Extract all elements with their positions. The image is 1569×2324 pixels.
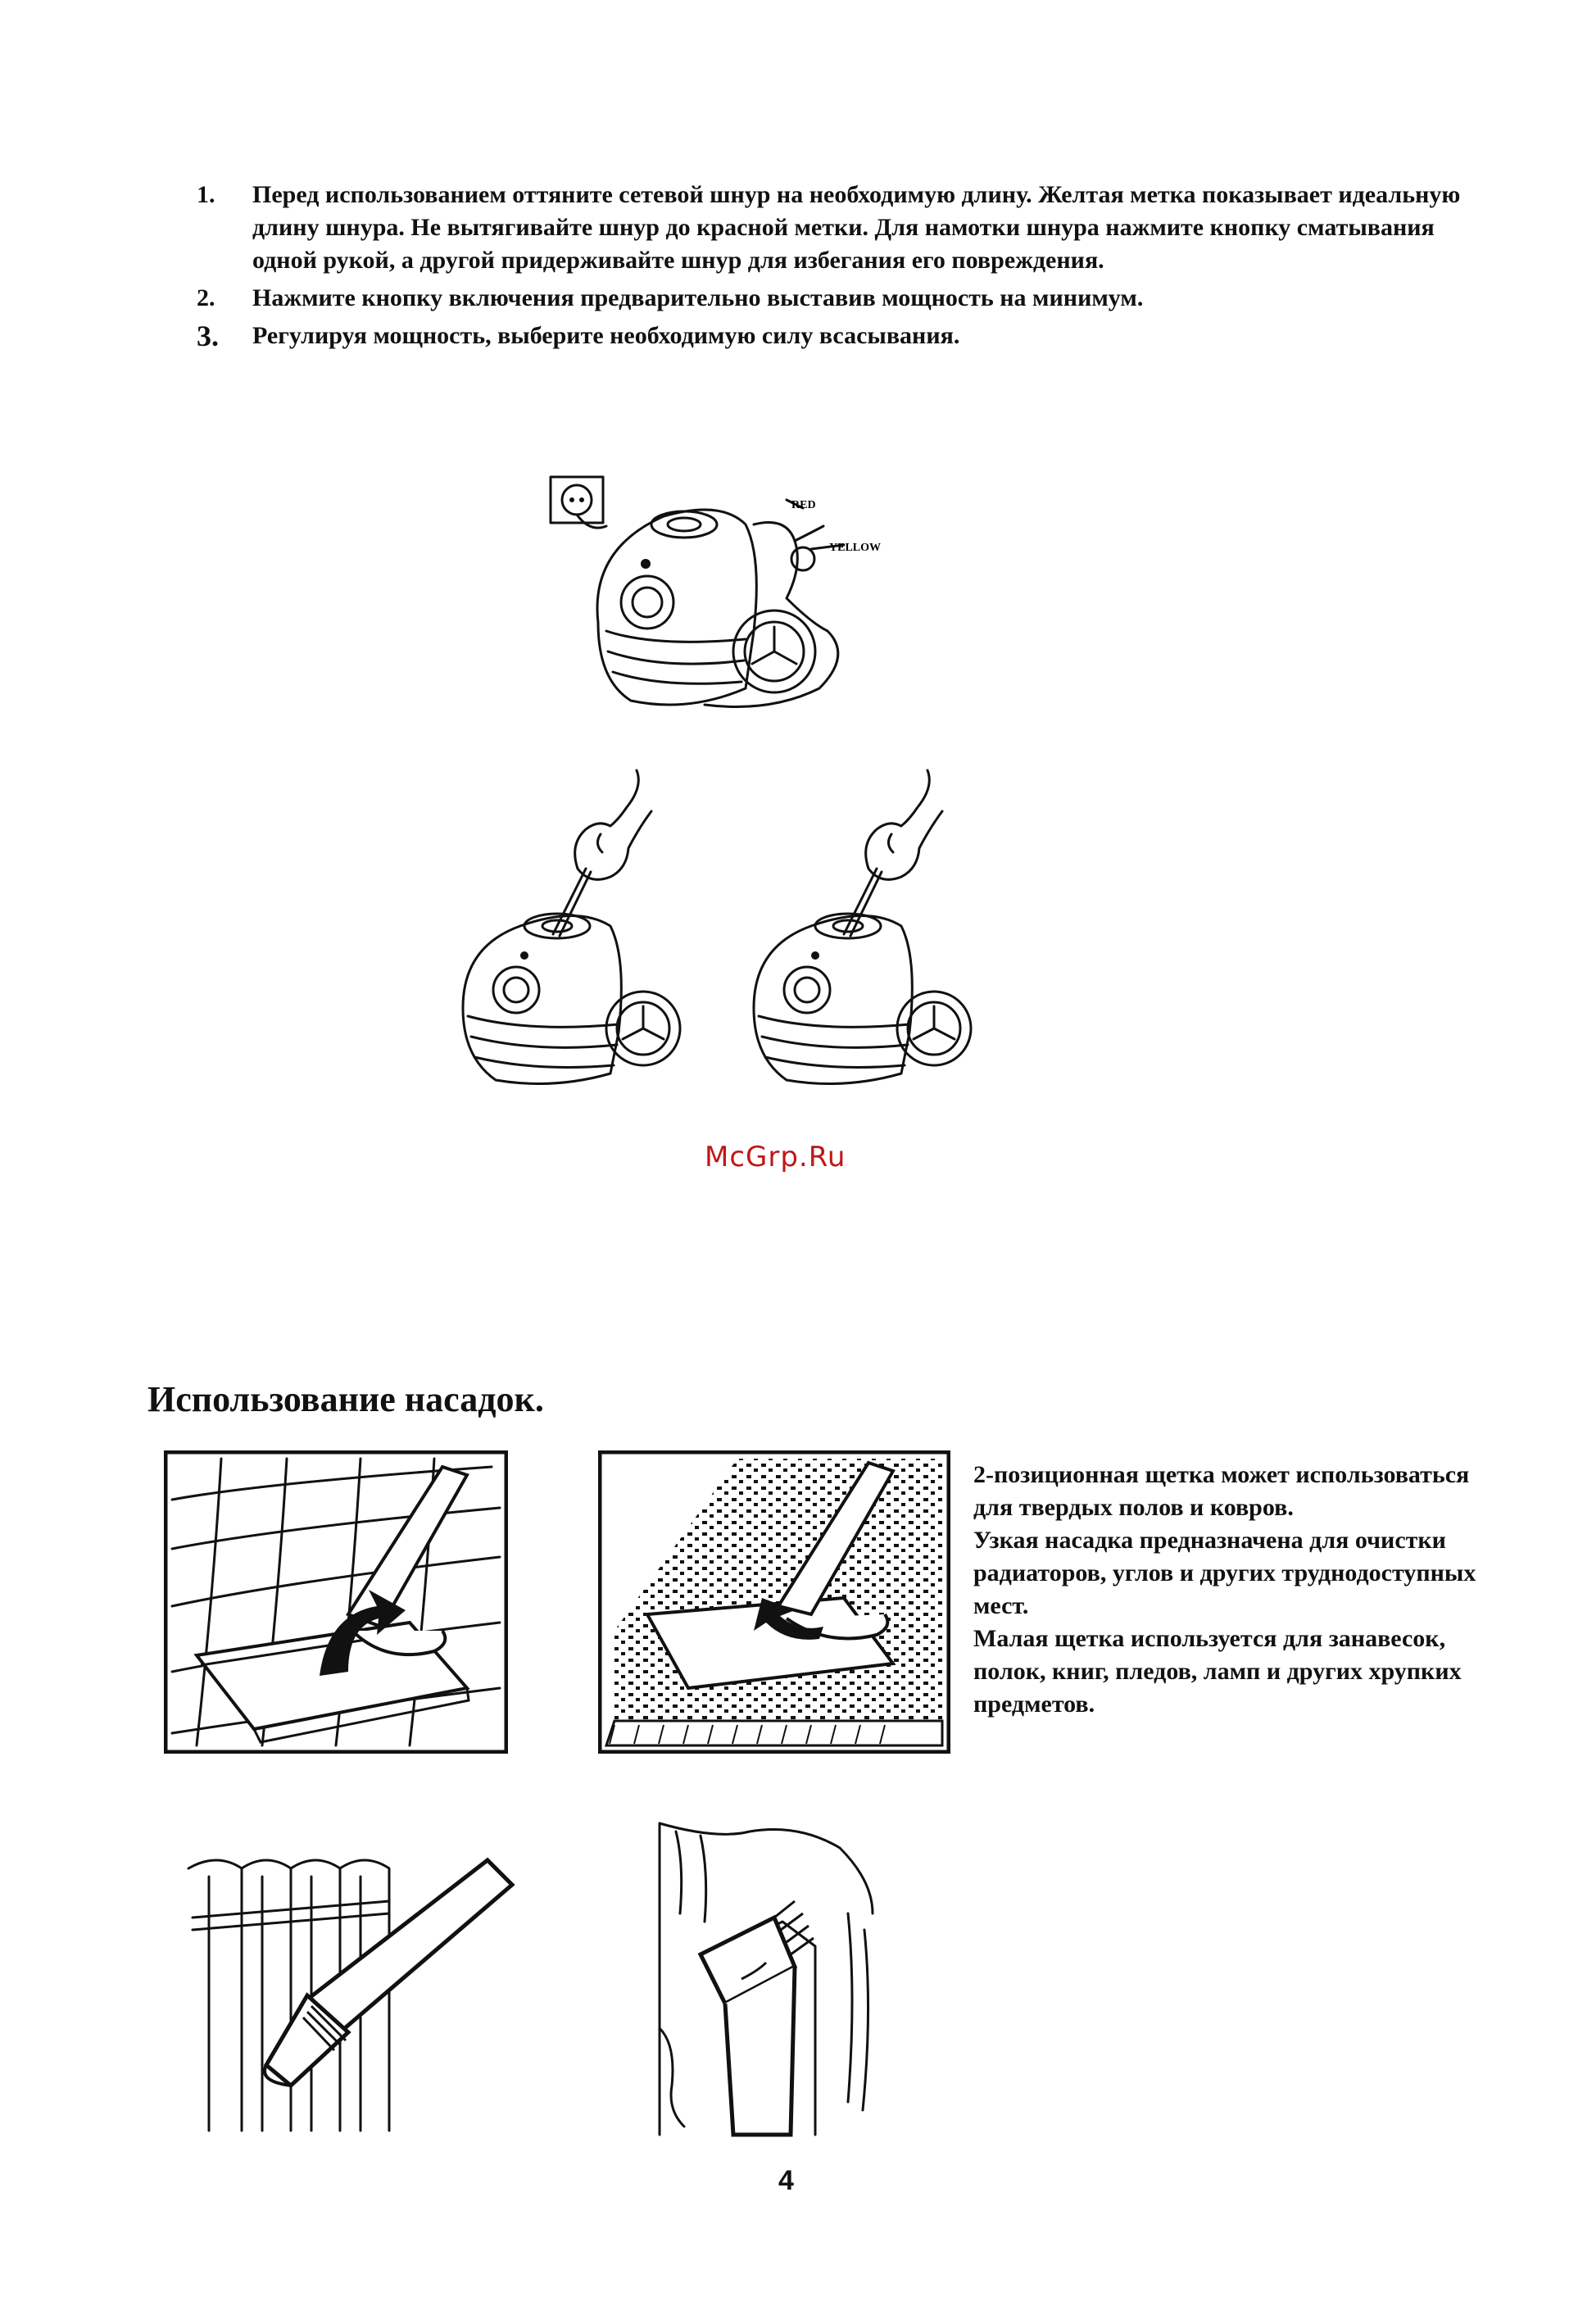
page-number: 4 <box>778 2165 794 2196</box>
attachments-description <box>973 1459 1498 1721</box>
instruction-number: 2. <box>197 284 215 311</box>
watermark: McGrp.Ru <box>705 1141 846 1173</box>
radiator-cleaning-illustration <box>184 1836 561 2139</box>
brush-2-position-description: 2-позиционная щетка может использоваться для твердых полов и ковров. <box>973 1461 1470 1521</box>
crevice-tool-description: Узкая насадка предназначена для очистки радиаторов, углов и других труднодоступных мест. <box>973 1527 1476 1619</box>
instruction-list <box>197 179 1475 357</box>
instruction-number: 1. <box>197 181 215 208</box>
curtain-small-brush-illustration <box>651 1815 897 2143</box>
section-title: Использование насадок. <box>147 1379 544 1419</box>
small-brush-description: Малая щетка используется для занавесок, полок, книг, пледов, ламп и других хрупких предметов. <box>973 1625 1462 1718</box>
instruction-text: Перед использованием оттяните сетевой шнур на необходимую длину. Желтая метка показывает идеальную длину шнура. Не вытягивайте шнур до красной метки. Для намотки шнура нажмите кнопку сматывания одной рукой, а другой придерживайте шнур для избегания его повреждения. <box>252 181 1461 274</box>
vacuum-power-button-illustration-right <box>746 762 1008 1106</box>
floor-brush-carpet-illustration <box>598 1450 950 1754</box>
cord-red-mark-label: RED <box>791 499 816 511</box>
instruction-item-2 <box>197 282 1475 315</box>
instruction-item-3 <box>197 320 1475 352</box>
instruction-item-1 <box>197 179 1475 277</box>
cord-yellow-mark-label: YELLOW <box>829 542 882 554</box>
instruction-text: Регулируя мощность, выберите необходимую силу всасывания. <box>252 322 960 349</box>
instruction-number: 3. <box>197 320 219 352</box>
vacuum-cord-illustration <box>541 467 918 746</box>
floor-brush-tiles-illustration <box>164 1450 508 1754</box>
vacuum-power-button-illustration-left <box>455 762 717 1106</box>
instruction-text: Нажмите кнопку включения предварительно выставив мощность на минимум. <box>252 284 1144 311</box>
